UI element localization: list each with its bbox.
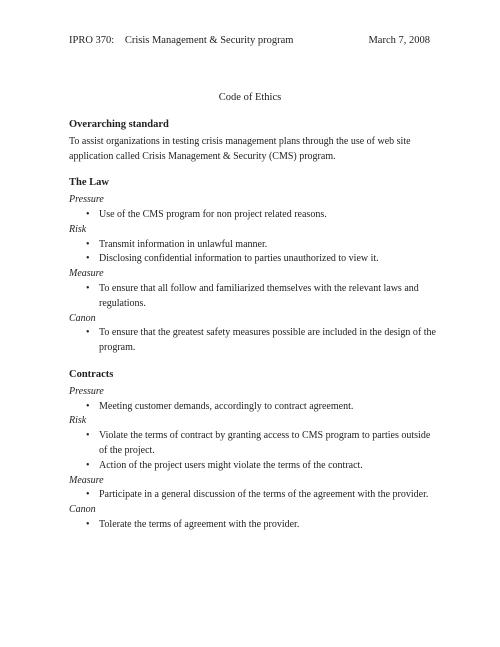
bullet-icon: • <box>86 489 90 501</box>
contracts-measure-list <box>69 488 439 503</box>
bullet-icon: • <box>86 253 90 265</box>
law-measure-label: Measure <box>69 268 104 280</box>
contracts-canon-list <box>69 518 439 533</box>
law-canon-list <box>69 326 439 356</box>
contracts-risk-list <box>69 429 439 473</box>
list-item <box>69 459 439 474</box>
list-item <box>69 208 439 223</box>
list-item-text: Use of the CMS program for non project related reasons. <box>99 208 327 220</box>
bullet-icon: • <box>86 430 90 442</box>
bullet-icon: • <box>86 459 90 471</box>
header-program: Crisis Management & Security program <box>124 35 294 46</box>
list-item-text: To ensure that the greatest safety measures possible are included in the design of the program. <box>99 327 436 354</box>
law-pressure-list <box>69 208 439 223</box>
header-left <box>69 34 293 47</box>
list-item <box>69 282 439 312</box>
document-title: Code of Ethics <box>218 92 282 103</box>
list-item-text: Meeting customer demands, accordingly to contract agreement. <box>99 400 354 412</box>
list-item-text: Tolerate the terms of agreement with the provider. <box>99 518 300 530</box>
bullet-icon: • <box>86 208 90 220</box>
list-item-text: To ensure that all follow and familiarized themselves with the relevant laws and regulations. <box>99 282 419 309</box>
contracts-pressure-label: Pressure <box>69 385 104 397</box>
list-item <box>69 252 439 267</box>
contracts-risk-label: Risk <box>69 415 87 427</box>
law-canon-label: Canon <box>69 312 96 324</box>
law-risk-label: Risk <box>69 223 87 235</box>
contracts-pressure-list <box>69 400 439 415</box>
bullet-icon: • <box>86 327 90 339</box>
contracts-heading: Contracts <box>69 368 114 380</box>
header-date: March 7, 2008 <box>368 35 430 46</box>
list-item <box>69 400 439 415</box>
contracts-section <box>69 368 439 533</box>
list-item-text: Disclosing confidential information to parties unauthorized to view it. <box>99 253 379 265</box>
bullet-icon: • <box>86 518 90 530</box>
bullet-icon: • <box>86 282 90 294</box>
law-pressure-label: Pressure <box>69 194 104 206</box>
overarching-text: To assist organizations in testing crisis management plans through the use of web site application called Crisis Management & Security (CMS) program. <box>69 135 411 162</box>
list-item-text: Participate in a general discussion of the terms of the agreement with the provider. <box>99 489 429 501</box>
list-item <box>69 429 439 459</box>
list-item-text: Transmit information in unlawful manner. <box>99 238 268 250</box>
law-measure-list <box>69 282 439 312</box>
list-item-text: Action of the project users might violate the terms of the contract. <box>99 459 363 471</box>
list-item-text: Violate the terms of contract by granting access to CMS program to parties outside of the project. <box>99 430 431 456</box>
law-risk-list <box>69 238 439 268</box>
overarching-section <box>69 118 439 164</box>
list-item <box>69 238 439 253</box>
law-heading: The Law <box>69 177 109 189</box>
contracts-measure-label: Measure <box>69 474 104 486</box>
list-item <box>69 488 439 503</box>
document-body <box>69 118 439 533</box>
header-course: IPRO 370: <box>69 35 115 46</box>
overarching-heading: Overarching standard <box>69 119 169 130</box>
law-section <box>69 176 439 356</box>
list-item <box>69 326 439 356</box>
bullet-icon: • <box>86 238 90 250</box>
list-item <box>69 518 439 533</box>
bullet-icon: • <box>86 400 90 412</box>
contracts-canon-label: Canon <box>69 504 96 516</box>
